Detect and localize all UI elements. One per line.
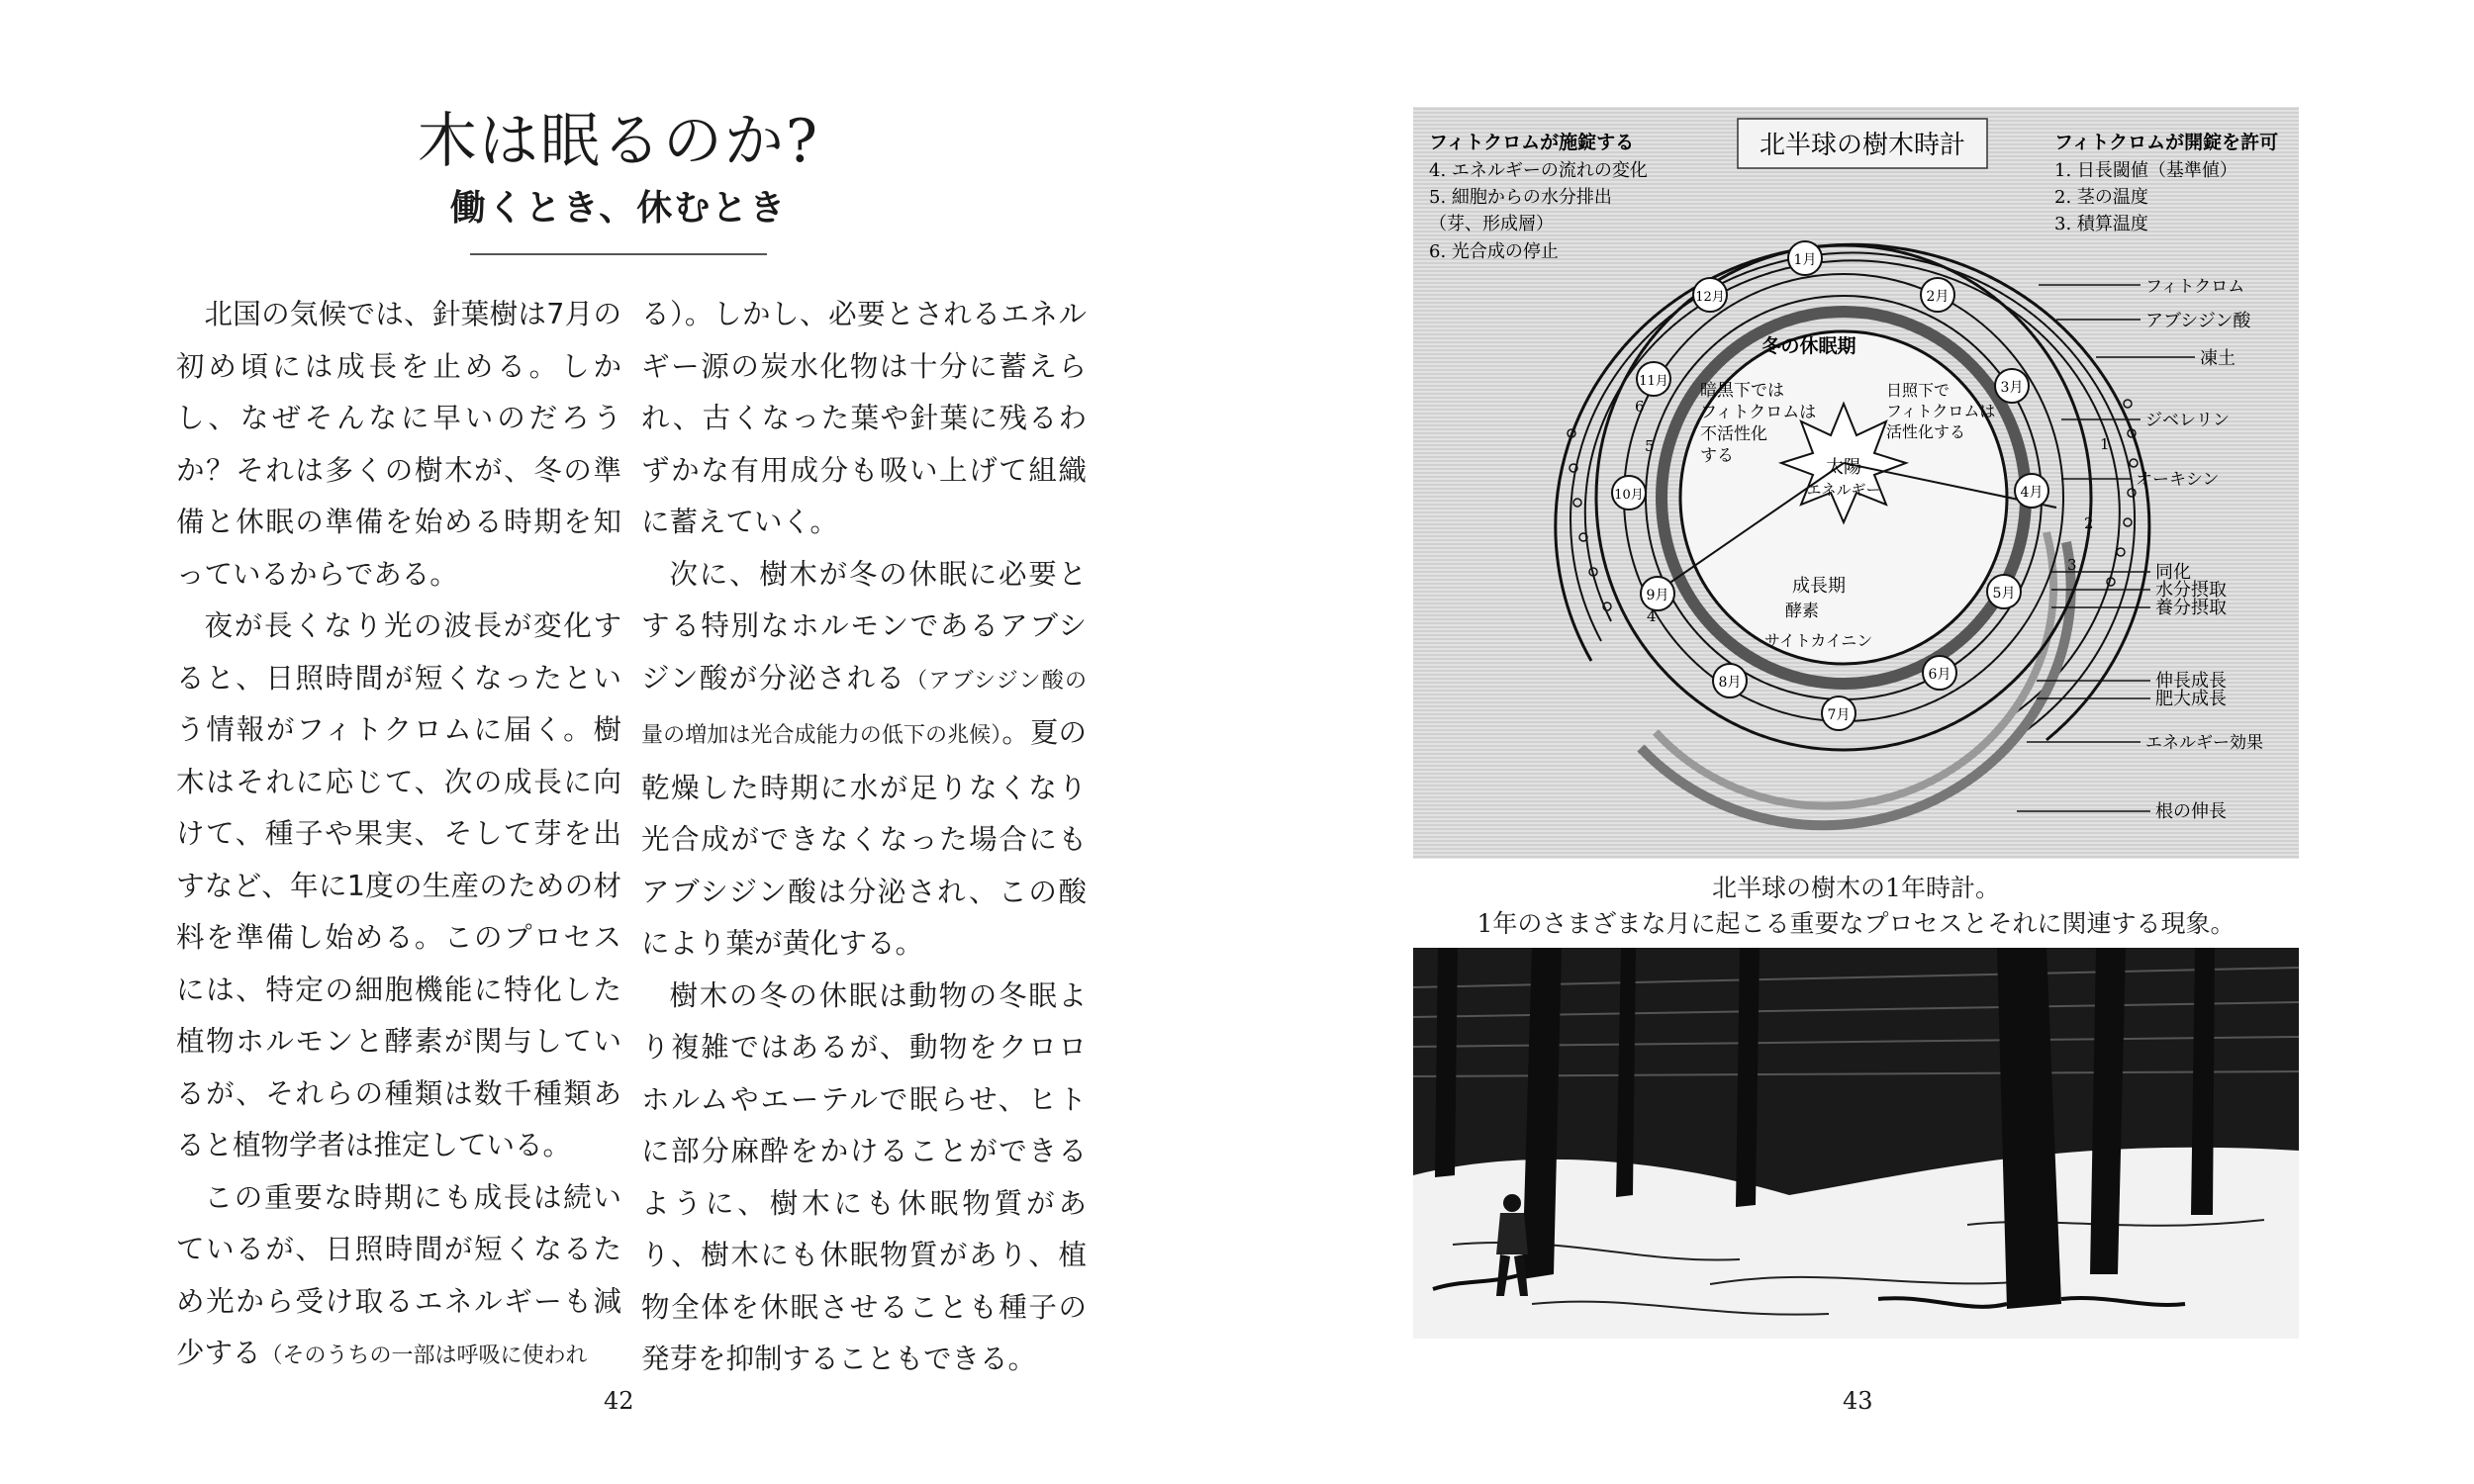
right-list-item-2: 2. 茎の温度 bbox=[2054, 187, 2148, 208]
sun-text-2: エネルギー bbox=[1806, 481, 1881, 499]
ring-number-6: 6 bbox=[1635, 398, 1645, 416]
paragraph-4-text: 次に、樹木が冬の休眠に必要とする特別なホルモンであるアブシジン酸が分泌される bbox=[641, 557, 1087, 695]
paragraph-3-note: （そのうちの一部は呼吸に使われ bbox=[260, 1344, 588, 1368]
month-label-4: 4月 bbox=[2020, 485, 2044, 501]
ring-number-1: 1 bbox=[2100, 435, 2110, 453]
paragraph-3-continued: る）。しかし、必要とされるエネルギー源の炭水化物は十分に蓄えられ、古くなった葉や針葉に残るわずかな有用成分も吸い上げて組織に蓄えていく。 bbox=[641, 298, 1087, 538]
ring-number-4: 4 bbox=[1647, 607, 1657, 625]
diagram-title: 北半球の樹木時計 bbox=[1759, 131, 1966, 160]
label-phytochrome: フィトクロム bbox=[2145, 277, 2245, 297]
ring-number-2: 2 bbox=[2084, 514, 2094, 532]
title-divider bbox=[470, 253, 767, 255]
label-energy-effect: エネルギー効果 bbox=[2145, 733, 2263, 753]
cytokinin-label: サイトカイニン bbox=[1764, 631, 1873, 650]
ring-number-5: 5 bbox=[1645, 437, 1655, 455]
winter-dormancy-label: 冬の休眠期 bbox=[1761, 335, 1856, 357]
caption-line-2: 1年のさまざまな月に起こる重要なプロセスとそれに関連する現象。 bbox=[1476, 909, 2236, 938]
winter-forest-illustration bbox=[1413, 948, 2299, 1339]
label-water-uptake: 水分摂取 bbox=[2155, 580, 2227, 601]
paragraph-4-text-end: 。夏の乾燥した時期に水が足りなくなり光合成ができなくなった場合にもアブシジン酸は分泌され、この酸により葉が黄化する。 bbox=[641, 716, 1087, 960]
paragraph-4 bbox=[641, 549, 1087, 971]
left-list-item-1: 4. エネルギーの流れの変化 bbox=[1429, 160, 1648, 181]
article-title: 木は眠るのか? bbox=[417, 107, 820, 176]
paragraph-4-note: （アブシジン酸の量の増加は光合成能力の低下の兆候） bbox=[641, 668, 1087, 748]
figure-caption bbox=[1413, 871, 2299, 942]
light-text-3: 活性化する bbox=[1886, 422, 1966, 441]
paragraph-1: 北国の気候では、針葉樹は7月の初め頃には成長を止める。しかし、なぜそんなに早いのだろうか？それは多くの樹木が、冬の準備と休眠の準備を始める時期を知っているからである。 bbox=[176, 298, 621, 591]
label-frozen-soil: 凍土 bbox=[2200, 348, 2236, 369]
ring-number-3: 3 bbox=[2067, 556, 2077, 574]
right-list-header: フィトクロムが開錠を許可 bbox=[2054, 132, 2279, 153]
dark-text-4: する bbox=[1700, 446, 1734, 466]
article-subtitle: 働くとき、休むとき bbox=[449, 187, 788, 229]
month-label-9: 9月 bbox=[1646, 588, 1669, 603]
month-label-2: 2月 bbox=[1926, 289, 1950, 305]
page-number-left: 42 bbox=[604, 1387, 634, 1415]
light-text-1: 日照下で bbox=[1886, 381, 1951, 400]
right-list-item-1: 1. 日長閾値（基準値） bbox=[2054, 160, 2237, 181]
month-label-5: 5月 bbox=[1992, 586, 2016, 602]
light-text-2: フィトクロムは bbox=[1886, 402, 1996, 420]
page-number-right: 43 bbox=[1843, 1387, 1873, 1415]
enzyme-label: 酵素 bbox=[1785, 602, 1819, 621]
left-list-item-4: 6. 光合成の停止 bbox=[1429, 241, 1559, 262]
label-auxin: オーキシン bbox=[2136, 470, 2220, 490]
text-column-1 bbox=[176, 289, 621, 1383]
dark-text-2: フィトクロムは bbox=[1700, 403, 1817, 422]
month-label-11: 11月 bbox=[1639, 374, 1668, 389]
month-label-1: 1月 bbox=[1793, 252, 1817, 268]
sun-text-1: 太陽 bbox=[1826, 457, 1861, 478]
month-label-3: 3月 bbox=[2000, 380, 2024, 396]
month-label-6: 6月 bbox=[1928, 667, 1951, 683]
right-list-item-3: 3. 積算温度 bbox=[2054, 214, 2148, 234]
left-list-item-3: （芽、形成層） bbox=[1429, 214, 1554, 234]
right-page bbox=[1237, 0, 2474, 1484]
caption-line-1: 北半球の樹木の1年時計。 bbox=[1712, 874, 2000, 902]
paragraph-3 bbox=[176, 1172, 621, 1383]
dark-text-1: 暗黒下では bbox=[1700, 381, 1784, 401]
month-label-8: 8月 bbox=[1718, 675, 1742, 691]
month-label-12: 12月 bbox=[1695, 290, 1725, 305]
label-elongation-growth: 伸長成長 bbox=[2155, 671, 2227, 692]
paragraph-5: 樹木の冬の休眠は動物の冬眠より複雑ではあるが、動物をクロロホルムやエーテルで眠らせ、ヒトに部分麻酔をかけることができるように、樹木にも休眠物質があり、樹木にも休眠物質があり、植物全体を休眠させることも種子の発芽を抑制することもできる。 bbox=[641, 978, 1087, 1375]
label-abscisic-acid: アブシジン酸 bbox=[2145, 311, 2251, 331]
month-label-10: 10月 bbox=[1614, 488, 1644, 503]
growth-period-label: 成長期 bbox=[1792, 576, 1846, 597]
month-label-7: 7月 bbox=[1827, 707, 1851, 723]
paragraph-2: 夜が長くなり光の波長が変化すると、日照時間が短くなったという情報がフィトクロムに届く。樹木はそれに応じて、次の成長に向けて、種子や果実、そして芽を出すなど、年に1度の生産のための材料を準備し始める。このプロセスには、特定の細胞機能に特化した植物ホルモンと酵素が関与しているが、それらの種類は数千種類あると植物学者は推定している。 bbox=[176, 609, 621, 1161]
text-column-2 bbox=[641, 289, 1087, 1386]
label-assimilation: 同化 bbox=[2155, 562, 2191, 583]
tree-clock-diagram bbox=[1413, 107, 2299, 859]
left-list-item-2: 5. 細胞からの水分排出 bbox=[1429, 187, 1612, 208]
paragraph-3-text: この重要な時期にも成長は続いているが、日照時間が短くなるため光から受け取るエネルギーも減少する bbox=[176, 1180, 621, 1369]
dark-text-3: 不活性化 bbox=[1700, 424, 1767, 444]
label-nutrient-uptake: 養分摂取 bbox=[2155, 598, 2227, 618]
left-list-header: フィトクロムが施錠する bbox=[1429, 132, 1635, 153]
label-root-growth: 根の伸長 bbox=[2155, 801, 2227, 822]
label-gibberellin: ジベレリン bbox=[2145, 411, 2230, 430]
label-thickening-growth: 肥大成長 bbox=[2155, 689, 2227, 709]
